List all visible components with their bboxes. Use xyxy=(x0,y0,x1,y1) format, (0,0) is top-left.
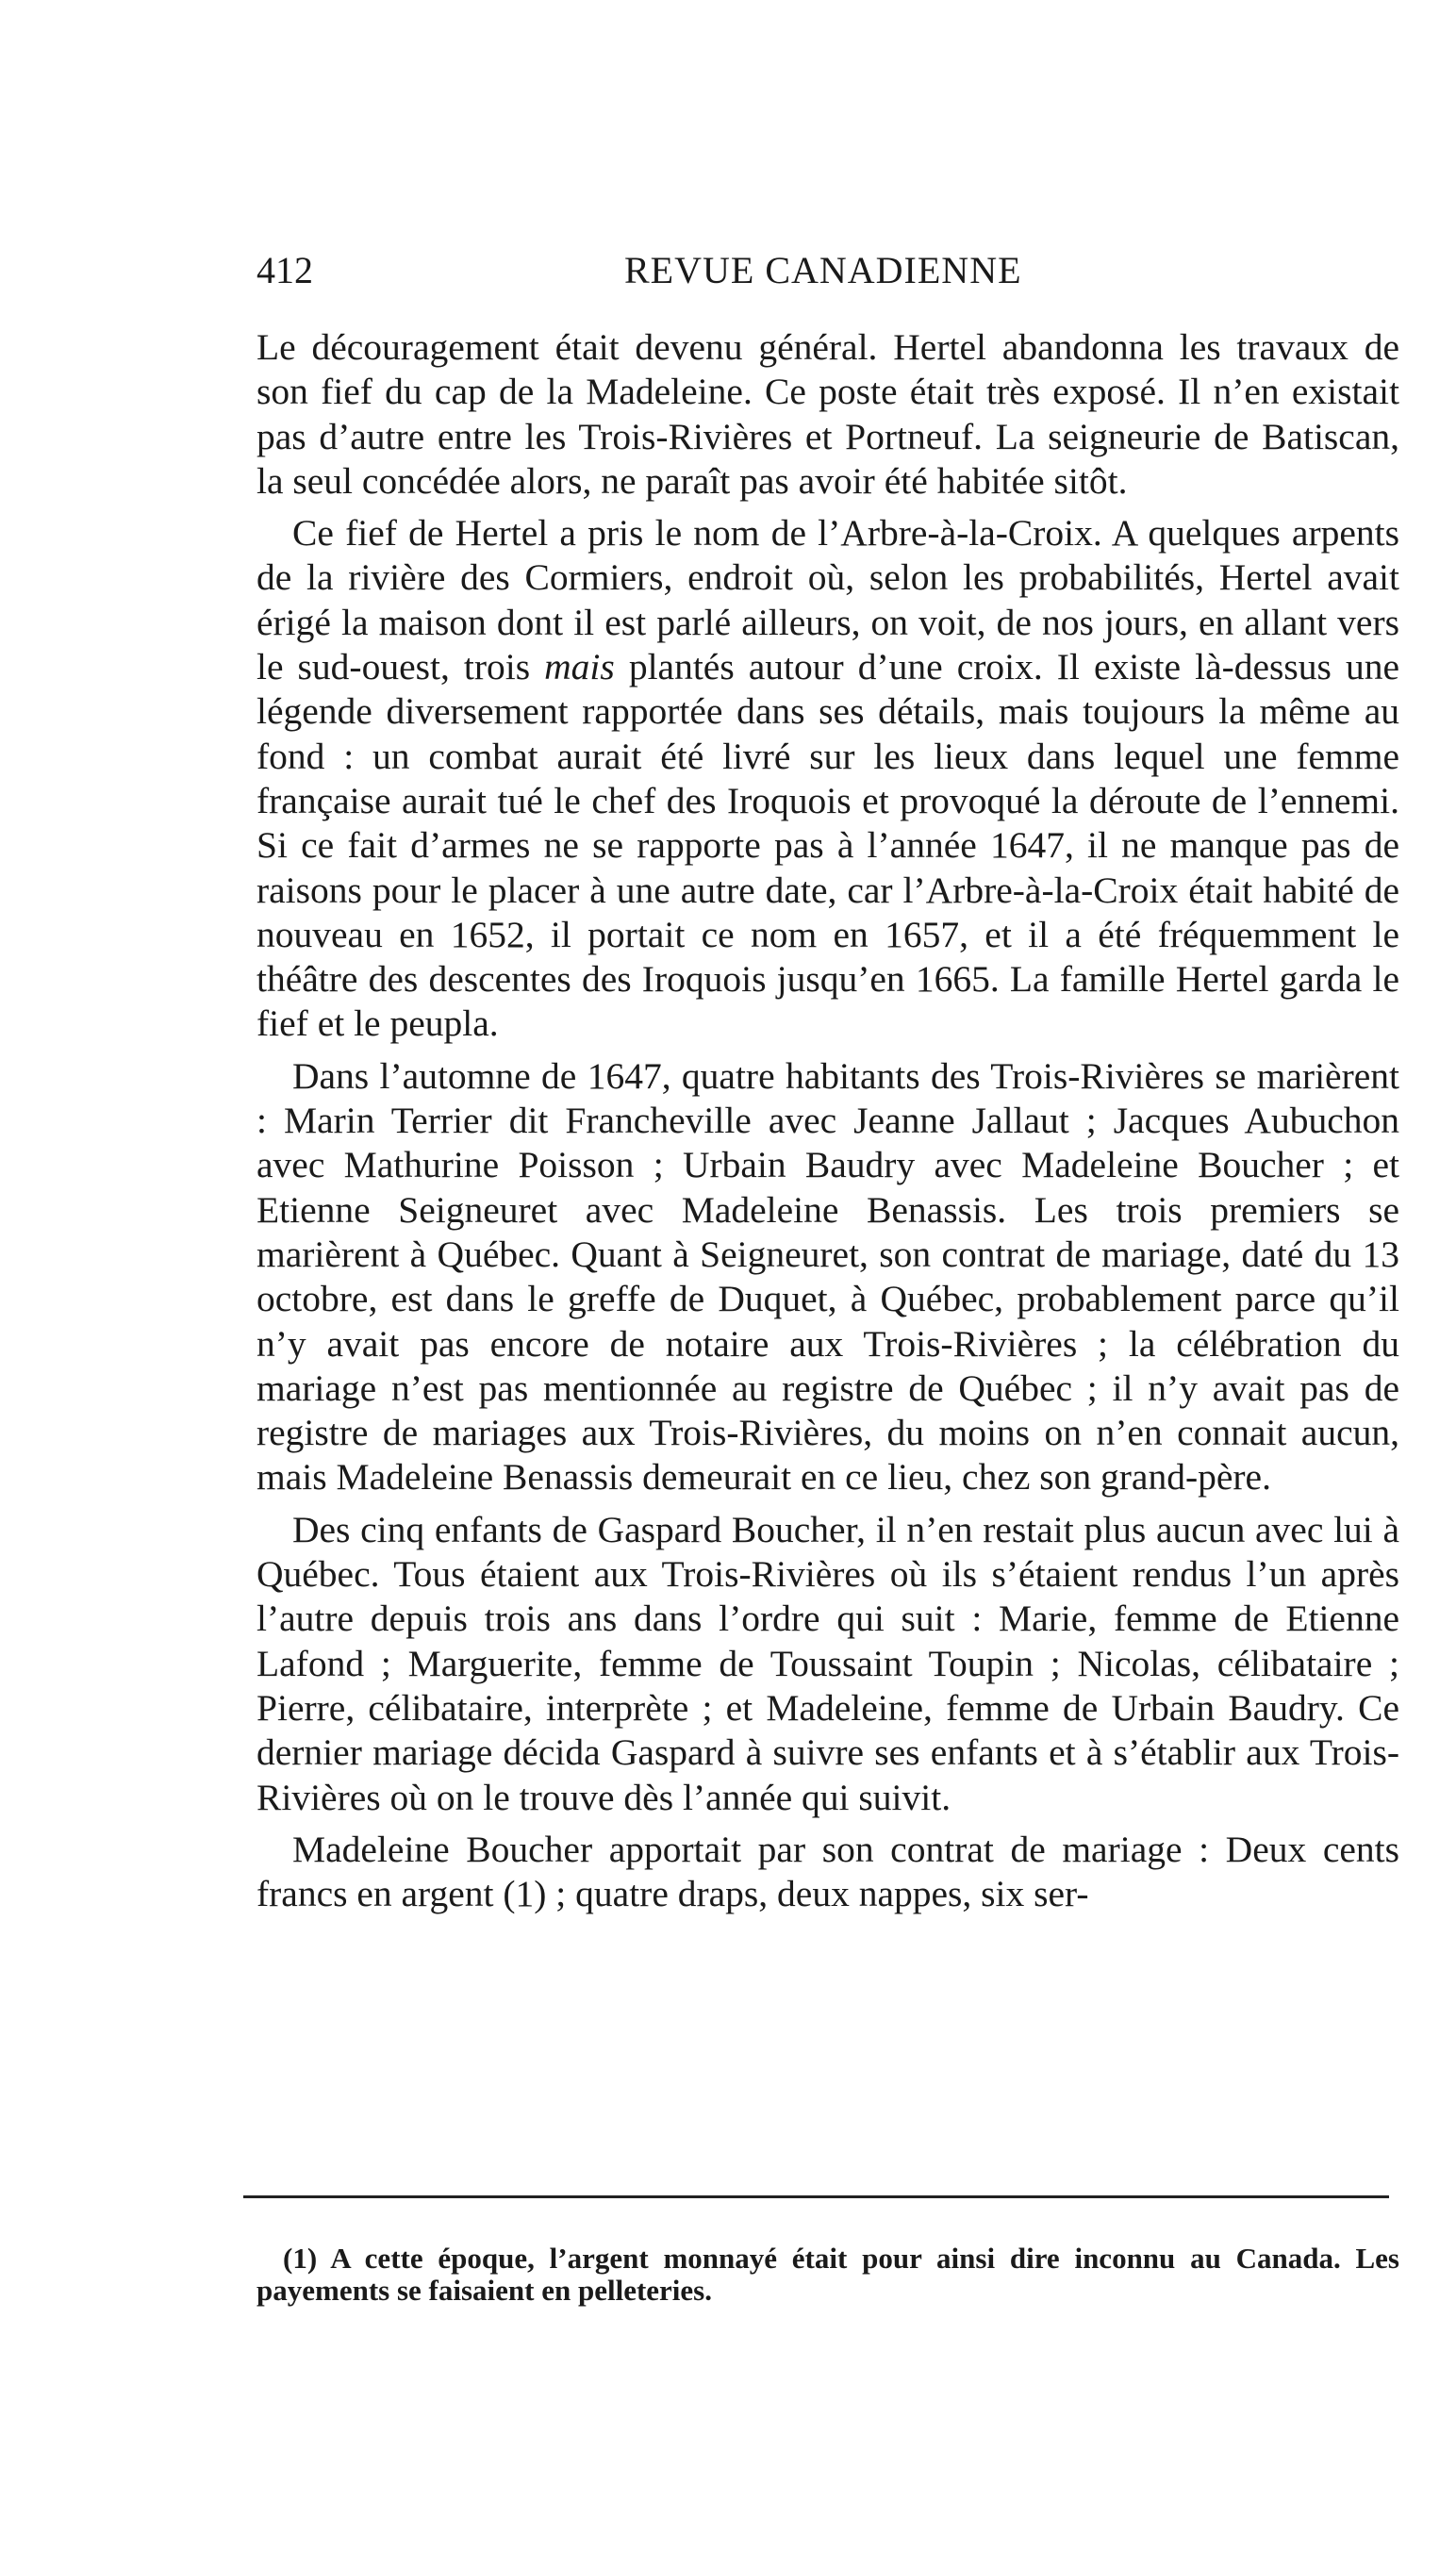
paragraph-2 xyxy=(256,511,1399,1047)
running-head xyxy=(256,247,1399,294)
paragraph-5: Madeleine Boucher apportait par son contrat de mariage : Deux cents francs en argent (1) ; quatre draps, deux nappes, six ser- xyxy=(256,1828,1399,1915)
page-number: 412 xyxy=(256,249,313,291)
paragraph-4: Des cinq enfants de Gaspard Boucher, il n’en restait plus aucun avec lui à Québec. Tous étaient aux Trois-Rivières où ils s’étaient rendus l’un après l’autre depuis trois ans dans l’ordre qui suit : Marie, femme de Etienne Lafond ; Marguerite, femme de Toussaint Toupin ; Nicolas, célibataire ; Pierre, célibataire, interprète ; et Madeleine, femme de Urbain Baudry. Ce dernier mariage décida Gaspard à suivre ses enfants et à s’établir aux Trois-Rivières où on le trouve dès l’année qui suivit. xyxy=(256,1508,1399,1818)
paragraph-2-italic-word: mais xyxy=(544,646,615,688)
body-text xyxy=(256,325,1399,1924)
paragraph-1: Le découragement était devenu général. Hertel abandonna les travaux de son fief du cap de la Madeleine. Ce poste était très exposé. Il n’en existait pas d’autre entre les Trois-Rivières et Portneuf. La seigneurie de Batiscan, la seul concédée alors, ne paraît pas avoir été habitée sitôt. xyxy=(256,326,1399,502)
footnote-separator-rule xyxy=(243,2195,1389,2198)
journal-title: REVUE CANADIENNE xyxy=(624,249,1022,291)
footnote xyxy=(256,2243,1399,2307)
paragraph-2-text-start: Ce fief de Hertel a pris le nom de l’Arbre-à-la-Croix. A quelques arpents de la rivière des Cormiers, endroit où, selon les probabilités, Hertel avait érigé la maison dont il est parlé ailleurs, on voit, de nos jours, en allant vers le sud-ouest, trois xyxy=(256,512,1399,688)
paragraph-3: Dans l’automne de 1647, quatre habitants des Trois-Rivières se marièrent : Marin Terrier dit Francheville avec Jeanne Jallaut ; Jacques Aubuchon avec Mathurine Poisson ; Urbain Baudry avec Madeleine Boucher ; et Etienne Seigneuret avec Madeleine Benassis. Les trois premiers se marièrent à Québec. Quant à Seigneuret, son contrat de mariage, daté du 13 octobre, est dans le greffe de Duquet, à Québec, probablement parce qu’il n’y avait pas encore de notaire aux Trois-Rivières ; la célébration du mariage n’est pas mentionnée au registre de Québec ; il n’y avait pas de registre de mariages aux Trois-Rivières, du moins on n’en connait aucun, mais Madeleine Benassis demeurait en ce lieu, chez son grand-père. xyxy=(256,1054,1399,1499)
footnote-text: (1) A cette époque, l’argent monnayé était pour ainsi dire inconnu au Canada. Les payements se faisaient en pelleteries. xyxy=(256,2242,1399,2307)
paragraph-2-text-end: plantés autour d’une croix. Il existe là-dessus une légende diversement rapportée dans ses détails, mais toujours la même au fond : un combat aurait été livré sur les lieux dans lequel une femme française aurait tué le chef des Iroquois et provoqué la déroute de l’ennemi. Si ce fait d’armes ne se rapporte pas à l’année 1647, il ne manque pas de raisons pour le placer à une autre date, car l’Arbre-à-la-Croix était habité de nouveau en 1652, il portait ce nom en 1657, et il a été fréquemment le théâtre des descentes des Iroquois jusqu’en 1665. La famille Hertel garda le fief et le peupla. xyxy=(256,646,1400,1045)
